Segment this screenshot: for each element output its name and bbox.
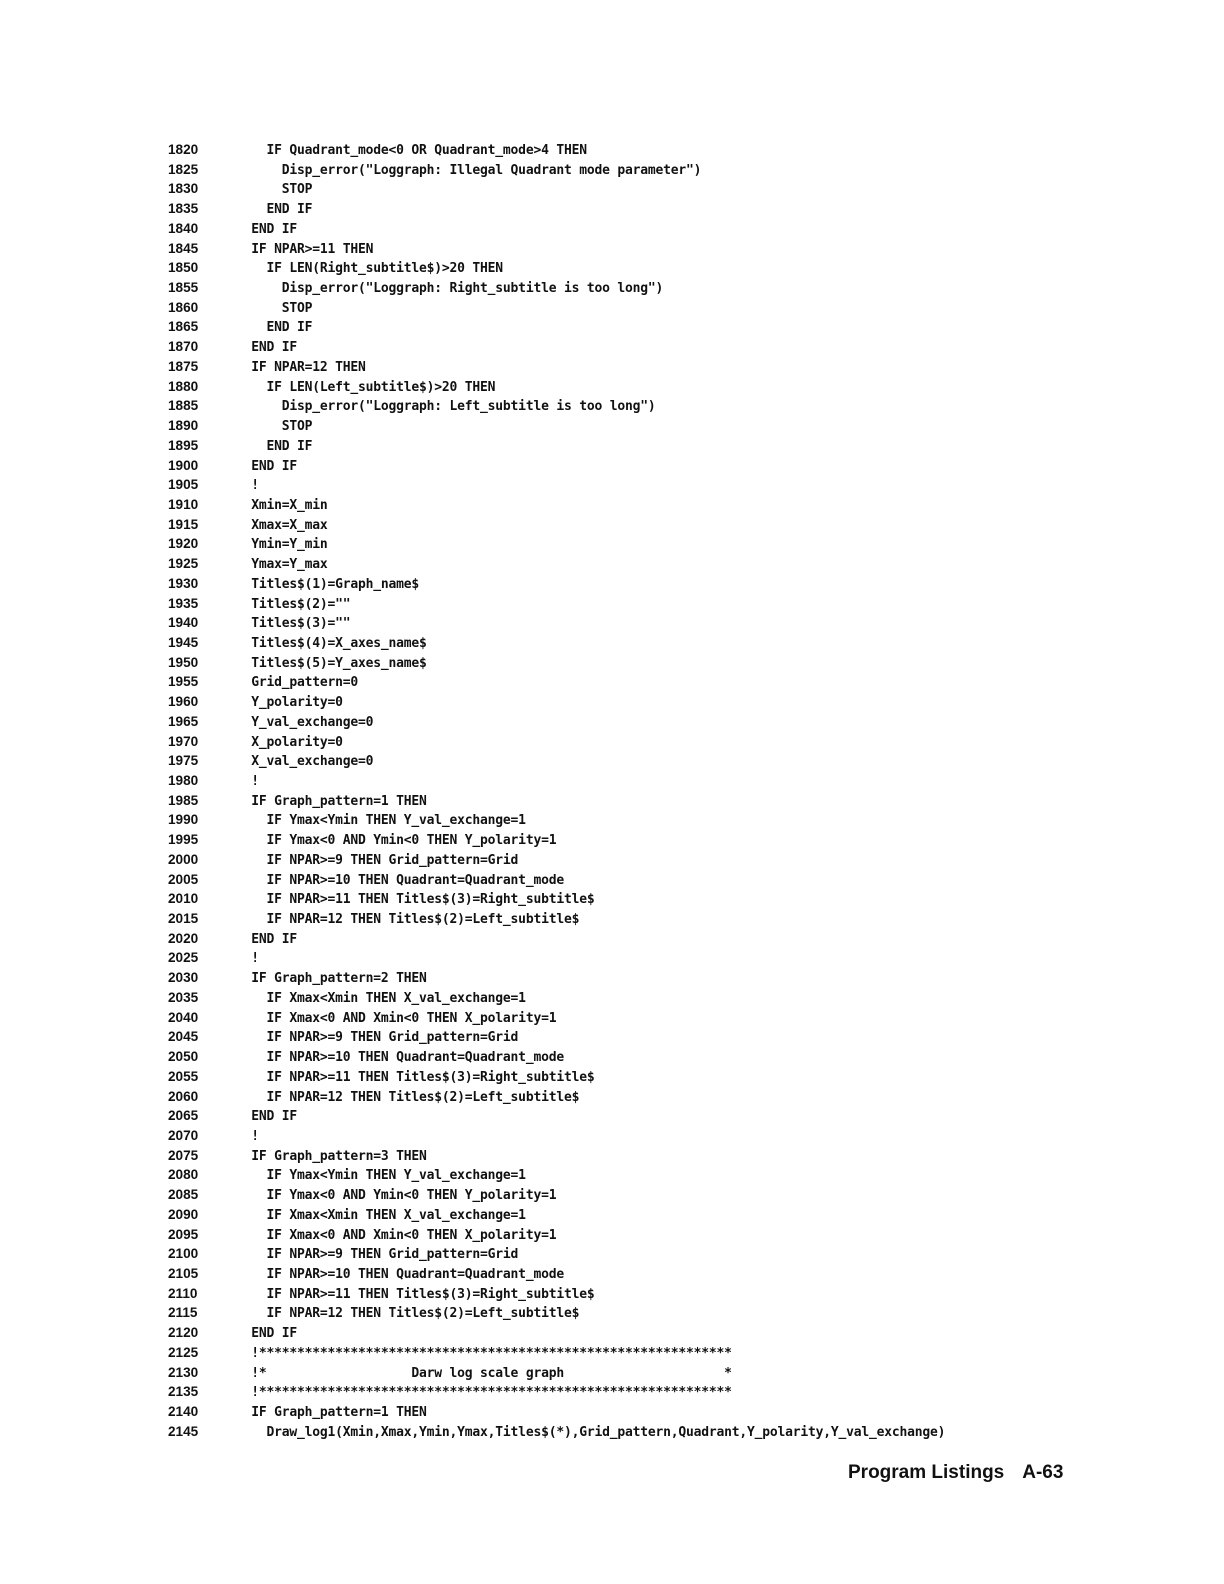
code-line bbox=[168, 1363, 1168, 1383]
line-code: IF NPAR>=10 THEN Quadrant=Quadrant_mode bbox=[236, 872, 564, 888]
line-code: END IF bbox=[236, 221, 298, 237]
line-number: 2035 bbox=[168, 989, 199, 1005]
line-number: 1910 bbox=[168, 496, 199, 512]
line-code: END IF bbox=[236, 1326, 298, 1342]
code-line bbox=[168, 732, 1168, 752]
line-number: 2120 bbox=[168, 1325, 199, 1341]
code-line bbox=[168, 810, 1168, 830]
line-code: IF Ymax<0 AND Ymin<0 THEN Y_polarity=1 bbox=[236, 1188, 557, 1204]
line-code: Grid_pattern=0 bbox=[236, 675, 359, 691]
code-line bbox=[168, 870, 1168, 890]
code-line bbox=[168, 850, 1168, 870]
code-line bbox=[168, 1165, 1168, 1185]
code-line bbox=[168, 160, 1168, 180]
code-line bbox=[168, 140, 1168, 160]
line-number: 1840 bbox=[168, 220, 199, 236]
line-code: Titles$(5)=Y_axes_name$ bbox=[236, 655, 427, 671]
line-code: IF NPAR>=11 THEN bbox=[236, 241, 374, 257]
code-line bbox=[168, 1106, 1168, 1126]
line-number: 1855 bbox=[168, 280, 199, 296]
line-code: IF Xmax<Xmin THEN X_val_exchange=1 bbox=[236, 990, 526, 1006]
line-code: END IF bbox=[236, 458, 298, 474]
line-code: ! bbox=[236, 951, 259, 967]
line-number: 2060 bbox=[168, 1088, 199, 1104]
line-number: 2005 bbox=[168, 871, 199, 887]
line-code: X_val_exchange=0 bbox=[236, 754, 374, 770]
line-number: 1895 bbox=[168, 437, 199, 453]
program-listing bbox=[168, 140, 1168, 1441]
line-code: ! bbox=[236, 478, 259, 494]
line-code: IF NPAR>=9 THEN Grid_pattern=Grid bbox=[236, 852, 519, 868]
line-number: 2030 bbox=[168, 970, 199, 986]
line-code: Disp_error("Loggraph: Right_subtitle is too long") bbox=[236, 281, 664, 297]
line-code: IF NPAR>=10 THEN Quadrant=Quadrant_mode bbox=[236, 1266, 564, 1282]
line-number: 1820 bbox=[168, 142, 199, 157]
code-line bbox=[168, 1303, 1168, 1323]
code-line bbox=[168, 909, 1168, 929]
code-line bbox=[168, 672, 1168, 692]
line-number: 1865 bbox=[168, 319, 199, 335]
code-line bbox=[168, 1382, 1168, 1402]
line-number: 2145 bbox=[168, 1423, 199, 1439]
code-line bbox=[168, 613, 1168, 633]
line-code: IF NPAR>=10 THEN Quadrant=Quadrant_mode bbox=[236, 1050, 564, 1066]
line-number: 2115 bbox=[168, 1305, 198, 1321]
line-number: 2045 bbox=[168, 1029, 199, 1045]
line-number: 1870 bbox=[168, 339, 199, 355]
line-number: 1850 bbox=[168, 260, 199, 276]
line-number: 2015 bbox=[168, 911, 199, 927]
line-code: IF Xmax<Xmin THEN X_val_exchange=1 bbox=[236, 1207, 526, 1223]
line-number: 1860 bbox=[168, 299, 199, 315]
code-line bbox=[168, 1126, 1168, 1146]
line-code: IF Quadrant_mode<0 OR Quadrant_mode>4 THEN bbox=[236, 143, 587, 158]
code-line bbox=[168, 377, 1168, 397]
code-line bbox=[168, 239, 1168, 259]
line-number: 2135 bbox=[168, 1384, 199, 1400]
line-number: 1880 bbox=[168, 378, 199, 394]
line-number: 2065 bbox=[168, 1108, 199, 1124]
code-line bbox=[168, 1047, 1168, 1067]
code-line bbox=[168, 1343, 1168, 1363]
code-line bbox=[168, 1146, 1168, 1166]
line-number: 1905 bbox=[168, 477, 199, 493]
line-code: IF NPAR>=11 THEN Titles$(3)=Right_subtitle$ bbox=[236, 892, 595, 908]
line-number: 2140 bbox=[168, 1404, 199, 1419]
code-line bbox=[168, 889, 1168, 909]
code-line bbox=[168, 554, 1168, 574]
page-number: A-63 bbox=[1022, 1462, 1064, 1483]
code-line bbox=[168, 1244, 1168, 1264]
code-line bbox=[168, 495, 1168, 515]
line-number: 1930 bbox=[168, 575, 199, 591]
line-number: 1825 bbox=[168, 161, 199, 177]
line-code: IF LEN(Right_subtitle$)>20 THEN bbox=[236, 261, 503, 277]
line-number: 1885 bbox=[168, 398, 199, 414]
line-number: 1980 bbox=[168, 773, 199, 788]
line-number: 2105 bbox=[168, 1265, 199, 1281]
code-line bbox=[168, 1205, 1168, 1225]
code-line bbox=[168, 692, 1168, 712]
line-code: Draw_log1(Xmin,Xmax,Ymin,Ymax,Titles$(*),Grid_pattern,Quadrant,Y_polarity,Y_val_exchange) bbox=[236, 1424, 946, 1440]
line-code: IF NPAR=12 THEN Titles$(2)=Left_subtitle$ bbox=[236, 1306, 580, 1322]
line-number: 1835 bbox=[168, 201, 199, 217]
line-number: 2025 bbox=[168, 950, 199, 966]
code-line bbox=[168, 968, 1168, 988]
code-line bbox=[168, 515, 1168, 535]
line-number: 1960 bbox=[168, 694, 199, 710]
code-line bbox=[168, 436, 1168, 456]
line-code: IF Ymax<0 AND Ymin<0 THEN Y_polarity=1 bbox=[236, 833, 557, 849]
line-code: Titles$(2)="" bbox=[236, 596, 351, 612]
line-number: 2075 bbox=[168, 1147, 199, 1163]
line-number: 1955 bbox=[168, 674, 199, 690]
code-line bbox=[168, 830, 1168, 850]
line-number: 2020 bbox=[168, 930, 199, 946]
line-number: 1935 bbox=[168, 595, 199, 611]
code-line bbox=[168, 179, 1168, 199]
line-code: Ymax=Y_max bbox=[236, 557, 328, 573]
line-number: 2110 bbox=[168, 1285, 198, 1301]
line-code: END IF bbox=[236, 340, 298, 356]
line-number: 1990 bbox=[168, 812, 199, 828]
line-number: 1940 bbox=[168, 615, 199, 631]
line-number: 2080 bbox=[168, 1167, 199, 1183]
line-code: IF Ymax<Ymin THEN Y_val_exchange=1 bbox=[236, 1168, 526, 1184]
code-line bbox=[168, 456, 1168, 476]
line-number: 1845 bbox=[168, 240, 199, 256]
line-code: Disp_error("Loggraph: Left_subtitle is too long") bbox=[236, 399, 656, 415]
line-code: IF Graph_pattern=1 THEN bbox=[236, 1405, 427, 1420]
line-number: 2000 bbox=[168, 851, 199, 867]
line-number: 1945 bbox=[168, 634, 199, 650]
line-code: IF Graph_pattern=3 THEN bbox=[236, 1148, 427, 1164]
line-code: IF Graph_pattern=2 THEN bbox=[236, 971, 427, 987]
code-line bbox=[168, 751, 1168, 771]
code-line bbox=[168, 1185, 1168, 1205]
line-code: STOP bbox=[236, 419, 313, 435]
line-number: 2010 bbox=[168, 891, 199, 907]
line-code: Xmin=X_min bbox=[236, 497, 328, 513]
line-number: 1920 bbox=[168, 536, 199, 552]
line-code: IF NPAR=12 THEN Titles$(2)=Left_subtitle$ bbox=[236, 1089, 580, 1105]
line-number: 2040 bbox=[168, 1009, 199, 1025]
code-line bbox=[168, 633, 1168, 653]
line-code: IF Xmax<0 AND Xmin<0 THEN X_polarity=1 bbox=[236, 1227, 557, 1243]
line-code: IF NPAR>=11 THEN Titles$(3)=Right_subtitle$ bbox=[236, 1286, 595, 1302]
line-code: IF NPAR>=9 THEN Grid_pattern=Grid bbox=[236, 1030, 519, 1046]
code-line bbox=[168, 278, 1168, 298]
line-code: END IF bbox=[236, 202, 313, 218]
code-line bbox=[168, 712, 1168, 732]
code-line bbox=[168, 1225, 1168, 1245]
code-line bbox=[168, 948, 1168, 968]
line-code: Disp_error("Loggraph: Illegal Quadrant mode parameter") bbox=[236, 162, 702, 178]
page-footer bbox=[848, 1462, 1063, 1484]
code-line bbox=[168, 988, 1168, 1008]
line-number: 2100 bbox=[168, 1246, 199, 1262]
code-line bbox=[168, 219, 1168, 239]
line-code: STOP bbox=[236, 300, 313, 316]
code-line bbox=[168, 1422, 1168, 1442]
line-number: 1975 bbox=[168, 753, 199, 769]
line-code: !************************************************************** bbox=[236, 1345, 732, 1361]
line-number: 2130 bbox=[168, 1364, 199, 1380]
code-line bbox=[168, 1067, 1168, 1087]
line-code: Titles$(1)=Graph_name$ bbox=[236, 576, 420, 592]
line-code: STOP bbox=[236, 182, 313, 198]
line-code: IF NPAR>=11 THEN Titles$(3)=Right_subtitle$ bbox=[236, 1069, 595, 1085]
line-number: 1965 bbox=[168, 713, 199, 729]
code-line bbox=[168, 317, 1168, 337]
line-code: Ymin=Y_min bbox=[236, 537, 328, 553]
line-code: IF NPAR>=9 THEN Grid_pattern=Grid bbox=[236, 1247, 519, 1263]
code-line bbox=[168, 357, 1168, 377]
line-code: END IF bbox=[236, 931, 298, 947]
line-number: 2085 bbox=[168, 1187, 199, 1203]
code-line bbox=[168, 791, 1168, 811]
line-code: IF Ymax<Ymin THEN Y_val_exchange=1 bbox=[236, 813, 526, 829]
code-line bbox=[168, 1402, 1168, 1422]
footer-section-title: Program Listings bbox=[848, 1462, 1005, 1483]
line-number: 2090 bbox=[168, 1206, 199, 1222]
code-line bbox=[168, 1087, 1168, 1107]
code-line bbox=[168, 594, 1168, 614]
line-code: IF NPAR=12 THEN bbox=[236, 359, 366, 375]
line-code: Xmax=X_max bbox=[236, 517, 328, 533]
line-number: 1915 bbox=[168, 516, 199, 532]
line-number: 1890 bbox=[168, 418, 199, 434]
line-number: 2050 bbox=[168, 1049, 199, 1065]
code-line bbox=[168, 653, 1168, 673]
code-line bbox=[168, 1284, 1168, 1304]
line-code: !************************************************************** bbox=[236, 1385, 732, 1401]
code-line bbox=[168, 574, 1168, 594]
line-number: 1830 bbox=[168, 181, 199, 197]
code-line bbox=[168, 337, 1168, 357]
line-number: 1995 bbox=[168, 832, 199, 848]
line-code: END IF bbox=[236, 320, 313, 336]
line-code: Y_val_exchange=0 bbox=[236, 714, 374, 730]
line-code: ! bbox=[236, 1128, 259, 1144]
code-line bbox=[168, 199, 1168, 219]
code-line bbox=[168, 396, 1168, 416]
code-line bbox=[168, 1008, 1168, 1028]
line-code: X_polarity=0 bbox=[236, 734, 343, 750]
code-line bbox=[168, 771, 1168, 791]
line-number: 2125 bbox=[168, 1344, 199, 1360]
line-number: 1900 bbox=[168, 457, 199, 473]
line-number: 1925 bbox=[168, 556, 199, 572]
code-line bbox=[168, 929, 1168, 949]
code-line bbox=[168, 1264, 1168, 1284]
code-line bbox=[168, 1027, 1168, 1047]
line-number: 1950 bbox=[168, 654, 199, 670]
line-code: IF Graph_pattern=1 THEN bbox=[236, 793, 427, 809]
line-number: 1985 bbox=[168, 792, 199, 808]
code-line bbox=[168, 298, 1168, 318]
line-code: IF Xmax<0 AND Xmin<0 THEN X_polarity=1 bbox=[236, 1010, 557, 1026]
line-number: 2070 bbox=[168, 1127, 199, 1143]
line-code: !* Darw log scale graph * bbox=[236, 1365, 732, 1381]
code-line bbox=[168, 416, 1168, 436]
line-number: 1970 bbox=[168, 733, 199, 749]
line-code: Y_polarity=0 bbox=[236, 695, 343, 711]
line-code: END IF bbox=[236, 1109, 298, 1125]
line-code: ! bbox=[236, 774, 259, 789]
line-code: END IF bbox=[236, 438, 313, 454]
line-code: Titles$(4)=X_axes_name$ bbox=[236, 635, 427, 651]
code-line bbox=[168, 258, 1168, 278]
line-number: 2095 bbox=[168, 1226, 199, 1242]
code-line bbox=[168, 534, 1168, 554]
code-line bbox=[168, 475, 1168, 495]
line-number: 1875 bbox=[168, 358, 199, 374]
code-line bbox=[168, 1323, 1168, 1343]
line-code: IF LEN(Left_subtitle$)>20 THEN bbox=[236, 379, 496, 395]
line-code: Titles$(3)="" bbox=[236, 616, 351, 632]
line-code: IF NPAR=12 THEN Titles$(2)=Left_subtitle$ bbox=[236, 912, 580, 928]
line-number: 2055 bbox=[168, 1068, 199, 1084]
